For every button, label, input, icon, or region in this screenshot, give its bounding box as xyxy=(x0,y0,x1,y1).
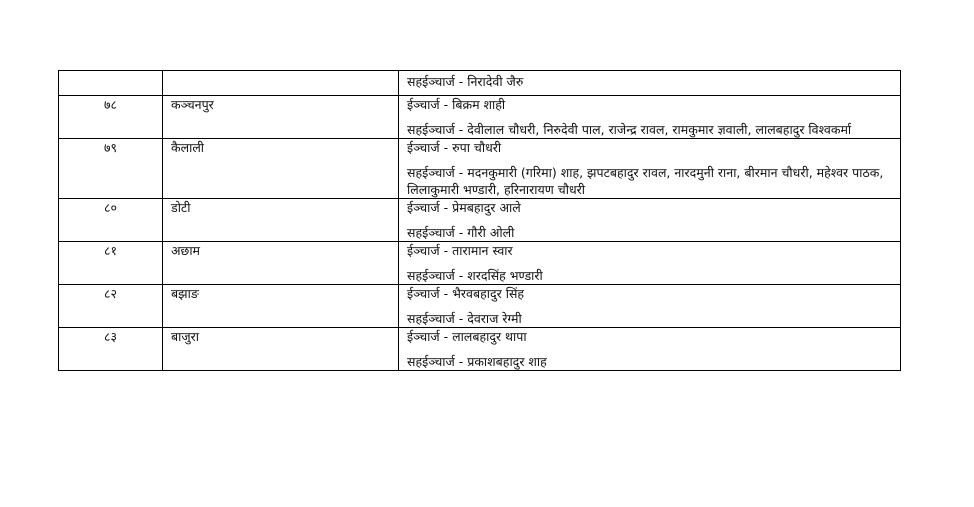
people-cell xyxy=(399,139,901,199)
co-incharge-line: सहईञ्चार्ज - शरदसिंह भण्डारी xyxy=(407,268,543,283)
row-number-cell: ८१ xyxy=(59,242,163,285)
district-name-cell: बाजुरा xyxy=(163,328,399,371)
district-name-cell: कैलाली xyxy=(163,139,399,199)
co-incharge-line: सहईञ्चार्ज - मदनकुमारी (गरिमा) शाह, झपटबहादुर रावल, नारदमुनी राना, बीरमान चौधरी, महेश्वर पाठक, लिलाकुमारी भण्डारी, हरिनारायण चौधरी xyxy=(407,165,884,197)
row-number-cell: ७९ xyxy=(59,139,163,199)
co-incharge-line: सहईञ्चार्ज - निरादेवी जैरु xyxy=(407,74,524,89)
row-number-cell: ८० xyxy=(59,199,163,242)
district-name-cell: कञ्चनपुर xyxy=(163,96,399,139)
incharge-line: ईञ्चार्ज - प्रेमबहादुर आले xyxy=(407,200,521,215)
district-name-cell: अछाम xyxy=(163,242,399,285)
row-number-cell: ७८ xyxy=(59,96,163,139)
co-incharge-line: सहईञ्चार्ज - प्रकाशबहादुर शाह xyxy=(407,354,547,369)
table-row xyxy=(59,139,901,199)
table-row xyxy=(59,71,901,96)
row-number-cell: ८२ xyxy=(59,285,163,328)
incharge-line: ईञ्चार्ज - भैरवबहादुर सिंह xyxy=(407,286,525,301)
table-row xyxy=(59,242,901,285)
table-row xyxy=(59,285,901,328)
table-body xyxy=(59,71,901,371)
people-cell xyxy=(399,285,901,328)
incharge-line: ईञ्चार्ज - तारामान स्वार xyxy=(407,243,513,258)
row-number-cell: ८३ xyxy=(59,328,163,371)
row-number-cell xyxy=(59,71,163,96)
district-name-cell: डोटी xyxy=(163,199,399,242)
district-incharge-table xyxy=(58,70,901,371)
people-cell xyxy=(399,242,901,285)
people-cell xyxy=(399,328,901,371)
table-row xyxy=(59,96,901,139)
people-cell xyxy=(399,71,901,96)
co-incharge-line: सहईञ्चार्ज - देवराज रेग्मी xyxy=(407,311,522,326)
co-incharge-line: सहईञ्चार्ज - देवीलाल चौधरी, निरुदेवी पाल, राजेन्द्र रावल, रामकुमार ज्ञवाली, लालबहादुर विश्वकर्मा xyxy=(407,122,852,137)
incharge-line: ईञ्चार्ज - बिक्रम शाही xyxy=(407,97,506,112)
people-cell xyxy=(399,96,901,139)
district-name-cell xyxy=(163,71,399,96)
people-cell xyxy=(399,199,901,242)
table-row xyxy=(59,199,901,242)
co-incharge-line: सहईञ्चार्ज - गौरी ओली xyxy=(407,225,515,240)
table-row xyxy=(59,328,901,371)
district-name-cell: बझाङ xyxy=(163,285,399,328)
incharge-line: ईञ्चार्ज - रुपा चौधरी xyxy=(407,140,502,155)
incharge-line: ईञ्चार्ज - लालबहादुर थापा xyxy=(407,329,527,344)
